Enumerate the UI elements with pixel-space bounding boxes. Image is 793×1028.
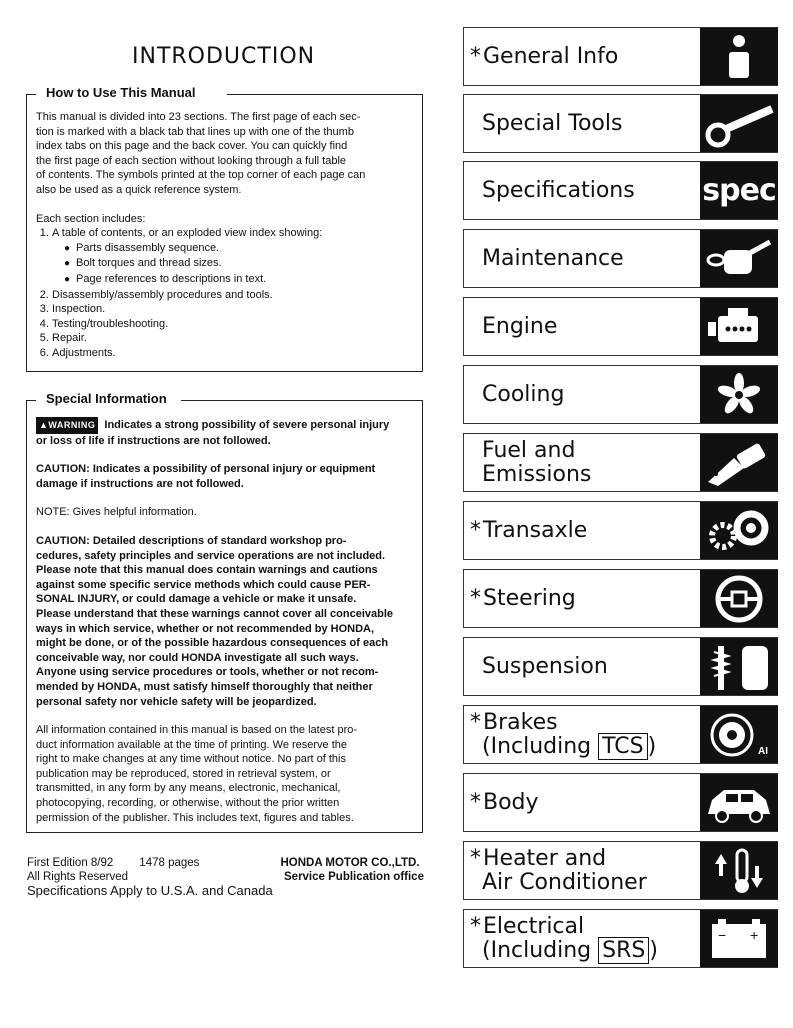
- rights: All Rights Reserved: [27, 871, 128, 883]
- specs-icon: [700, 162, 778, 219]
- company: HONDA MOTOR CO.,LTD.: [280, 857, 420, 869]
- svg-text:+: +: [750, 926, 759, 943]
- brake-disc-icon: [700, 706, 778, 763]
- caution-detailed: CAUTION: Detailed descriptions of standard workshop pro- cedures, safety principles and service operations are not included. Please note that this manual does contain warnings and cautions against some specific service methods which could cause PER- SONAL INJURY, or could damage a vehicle or make it unsafe. Please understand that these warnings cannot cover all conceivable ways in which service, whether or not recommended by HONDA, might be done, or of the possible hazardous consequences of each conceivable way, nor could HONDA investigate all such ways. Anyone using service procedures or tools, whether or not recom- mended by HONDA, must satisfy himself thoroughly that neither personal safety nor vehicle safety will be jeopardized.: [36, 534, 394, 708]
- tab-label: [470, 570, 688, 627]
- list-item: 5. Repair.: [52, 331, 414, 346]
- list-item: ● Bolt torques and thread sizes.: [64, 256, 414, 272]
- tab-title: Brakes: [483, 709, 558, 735]
- tab-title: Maintenance: [482, 245, 624, 271]
- star-marker: *: [470, 845, 481, 871]
- svg-text:−: −: [718, 926, 727, 943]
- shock-absorber-icon: [700, 638, 778, 695]
- list-item: 4. Testing/troubleshooting.: [52, 317, 414, 332]
- tab-label: [470, 502, 688, 559]
- tab-fuel-and-emissions[interactable]: [463, 433, 778, 492]
- tab-title: Electrical: [483, 913, 585, 939]
- tab-label: [470, 706, 688, 763]
- tab-title: Steering: [483, 585, 576, 611]
- tab-title: Suspension: [482, 653, 608, 679]
- wrench-icon: [700, 95, 778, 152]
- star-marker: *: [470, 789, 481, 815]
- special-info-heading: Special Information: [43, 391, 170, 406]
- tab-cooling[interactable]: [463, 365, 778, 424]
- tab-label: [470, 910, 688, 967]
- list-item: 1. A table of contents, or an exploded view index showing: ● Parts disassembly sequence. ● Bolt torques and thread sizes. ● Page references to descriptions in text.: [52, 226, 414, 287]
- close-paren: ): [649, 937, 658, 963]
- list-item: ● Parts disassembly sequence.: [64, 241, 414, 257]
- brake-icon-text: AI: [758, 745, 768, 757]
- fuel-nozzle-icon: [700, 434, 778, 491]
- tab-label: [470, 366, 688, 423]
- tab-general-info[interactable]: [463, 27, 778, 86]
- office: Service Publication office: [284, 871, 424, 883]
- list-item: 2. Disassembly/assembly procedures and tools.: [52, 288, 414, 303]
- list-item: ● Page references to descriptions in text.: [64, 272, 414, 288]
- tab-label: [470, 842, 688, 899]
- tab-title: Specifications: [482, 177, 635, 203]
- fan-icon: [700, 366, 778, 423]
- how-to-box: [26, 85, 423, 372]
- spec-apply: Specifications Apply to U.S.A. and Canada: [27, 883, 273, 898]
- publisher-info: [276, 856, 424, 884]
- how-to-paragraph: This manual is divided into 23 sections. The first page of each sec- tion is marked with a black tab that lines up with one of the thumb index tabs on this page and the back cover. You can quickly find the first page of each section without looking through a full table of contents. The symbols printed at the top corner of each page can also be used as a quick reference system.: [36, 111, 366, 196]
- close-paren: ): [647, 733, 657, 759]
- list-item: 3. Inspection.: [52, 302, 414, 317]
- tab-specifications[interactable]: [463, 161, 778, 220]
- tab-label: [470, 638, 688, 695]
- tab-title: Engine: [482, 313, 558, 339]
- star-marker: *: [470, 585, 481, 611]
- gears-icon: [700, 502, 778, 559]
- tab-brakes[interactable]: [463, 705, 778, 764]
- star-marker: *: [470, 913, 481, 939]
- note-definition: NOTE: Gives helpful information.: [36, 506, 197, 519]
- hand-wrench-icon: [700, 230, 778, 287]
- info-icon: [700, 28, 778, 85]
- how-to-heading: How to Use This Manual: [43, 85, 199, 100]
- warning-badge: ▲WARNING: [36, 417, 98, 434]
- steering-wheel-icon: [700, 570, 778, 627]
- tab-special-tools[interactable]: [463, 94, 778, 153]
- tab-subtitle: (Including: [482, 733, 592, 759]
- thermometer-icon: [700, 842, 778, 899]
- tab-heater-and[interactable]: [463, 841, 778, 900]
- star-marker: *: [470, 43, 481, 69]
- edition-info: [27, 856, 273, 898]
- tab-title: Special Tools: [482, 110, 623, 136]
- section-list: [36, 226, 414, 360]
- special-info-box: [26, 391, 423, 833]
- tab-label: [470, 434, 688, 491]
- star-marker: *: [470, 517, 481, 543]
- copyright-paragraph: All information contained in this manual is based on the latest pro- duct information available at the time of printing. We reserve the right to make changes at any time without notice. No part of this publication may be reproduced, stored in retrieval system, or transmitted, in any form by any means, electronic, mechanical, photocopying, recording, or otherwise, without the prior written permission of the publisher. This includes text, figures and tables.: [36, 724, 358, 824]
- tab-label: [470, 298, 688, 355]
- tab-title: Transaxle: [483, 517, 588, 543]
- tab-title: Cooling: [482, 381, 565, 407]
- tab-title: Fuel and Emissions: [482, 437, 592, 487]
- engine-icon: [700, 298, 778, 355]
- tab-maintenance[interactable]: [463, 229, 778, 288]
- tab-subtitle: (Including: [482, 937, 592, 963]
- tab-engine[interactable]: [463, 297, 778, 356]
- specs-icon-text: spec: [702, 173, 776, 208]
- tab-label: [470, 162, 688, 219]
- each-section-label: Each section includes:: [36, 212, 146, 225]
- warning-definition: ▲WARNING Indicates a strong possibility of severe personal injury or loss of life if instructions are not followed.: [36, 419, 390, 447]
- car-body-icon: [700, 774, 778, 831]
- tab-subtitle: Air Conditioner: [482, 869, 647, 895]
- tab-title: General Info: [483, 43, 619, 69]
- tab-label: [470, 230, 688, 287]
- tab-body[interactable]: [463, 773, 778, 832]
- tab-title: Body: [483, 789, 539, 815]
- tab-label: [470, 774, 688, 831]
- tab-steering[interactable]: [463, 569, 778, 628]
- boxed-label: TCS: [598, 733, 647, 760]
- boxed-label: SRS: [598, 937, 649, 964]
- tab-suspension[interactable]: [463, 637, 778, 696]
- caution-definition: CAUTION: Indicates a possibility of personal injury or equipment damage if instructions are not followed.: [36, 463, 376, 490]
- battery-icon: [700, 910, 778, 967]
- edition: First Edition 8/92: [27, 857, 114, 869]
- page-title: INTRODUCTION: [132, 44, 316, 69]
- tab-title: Heater and: [483, 845, 607, 871]
- tab-electrical[interactable]: [463, 909, 778, 968]
- page-count: 1478 pages: [139, 857, 200, 869]
- tab-label: [470, 28, 688, 85]
- star-marker: *: [470, 709, 481, 735]
- list-item: 6. Adjustments.: [52, 346, 414, 361]
- tab-transaxle[interactable]: [463, 501, 778, 560]
- tab-label: [470, 95, 688, 152]
